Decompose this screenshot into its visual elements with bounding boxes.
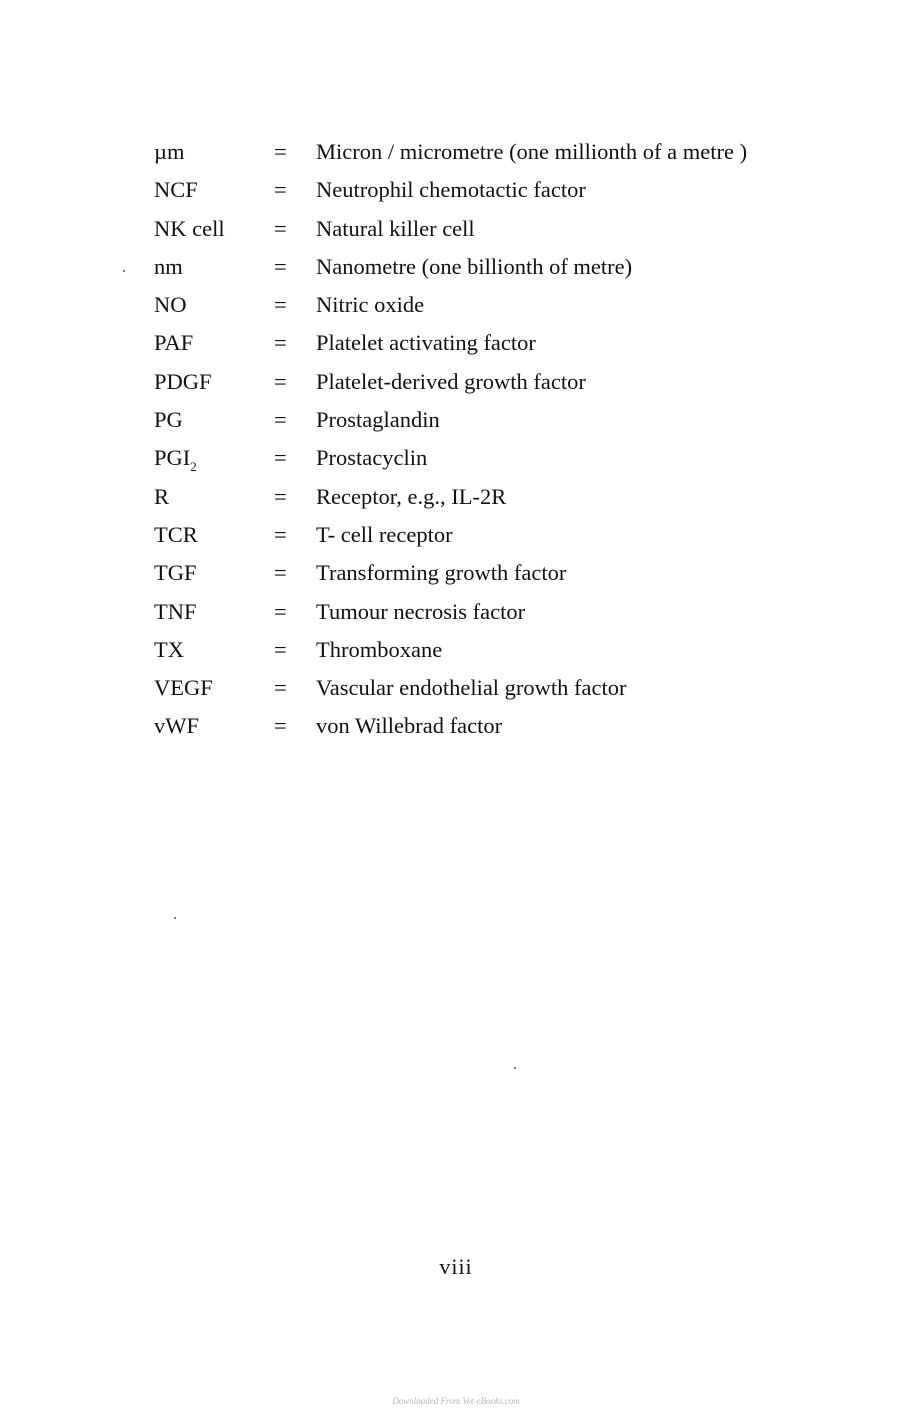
abbreviation-term: NO <box>154 292 187 318</box>
abbreviation-row <box>0 593 912 631</box>
abbreviation-row <box>0 478 912 516</box>
abbreviation-term-subscript: 2 <box>190 459 197 475</box>
footer-watermark: Downloaded From Vet-eBooks.com <box>392 1396 520 1406</box>
abbreviation-definition: Thromboxane <box>316 636 443 662</box>
abbreviation-row <box>0 248 912 286</box>
abbreviation-term: PAF <box>154 330 194 356</box>
abbreviation-row <box>0 669 912 707</box>
equals-sign: = <box>274 521 287 547</box>
abbreviation-definition: Natural killer cell <box>316 215 475 241</box>
abbreviation-definition: Platelet-derived growth factor <box>316 368 586 394</box>
abbreviation-term: TGF <box>154 560 197 586</box>
equals-sign: = <box>274 483 287 509</box>
abbreviation-definition: Nanometre (one billionth of metre) <box>316 253 633 279</box>
abbreviation-term: VEGF <box>154 675 213 701</box>
abbreviation-definition: Prostaglandin <box>316 407 440 433</box>
abbreviation-term: TCR <box>154 521 198 547</box>
equals-sign: = <box>274 407 287 433</box>
abbreviation-row <box>0 707 912 745</box>
equals-sign: = <box>274 636 287 662</box>
abbreviation-term-base: PGI <box>154 445 191 471</box>
abbreviation-definition: Tumour necrosis factor <box>316 598 526 624</box>
abbreviation-row <box>0 286 912 324</box>
abbreviation-definition: Micron / micrometre (one millionth of a metre ) <box>316 139 748 164</box>
abbreviation-row <box>0 171 912 209</box>
abbreviation-row <box>0 554 912 592</box>
abbreviation-row <box>0 516 912 554</box>
abbreviation-term: PG <box>154 407 183 433</box>
abbreviation-definition: T- cell receptor <box>316 521 453 547</box>
abbreviation-row <box>0 439 912 477</box>
abbreviation-term: vWF <box>154 713 199 739</box>
abbreviation-term: TX <box>154 636 184 662</box>
equals-sign: = <box>274 253 287 279</box>
abbreviation-definition: Vascular endothelial growth factor <box>316 675 627 701</box>
abbreviation-term: nm <box>154 253 183 279</box>
abbreviation-definition: Neutrophil chemotactic factor <box>316 177 586 203</box>
abbreviation-row <box>0 324 912 362</box>
abbreviation-definition: Receptor, e.g., IL-2R <box>316 483 507 509</box>
abbreviation-term: R <box>154 483 170 509</box>
abbreviation-term: NCF <box>154 177 198 203</box>
scan-speck <box>514 1067 516 1069</box>
abbreviation-definition: von Willebrad factor <box>316 713 503 739</box>
abbreviation-list <box>0 133 912 746</box>
equals-sign: = <box>274 675 287 701</box>
abbreviation-term: µm <box>154 139 185 164</box>
abbreviation-term <box>154 439 197 477</box>
equals-sign: = <box>274 445 287 471</box>
abbreviation-term: NK cell <box>154 215 225 241</box>
abbreviation-row <box>0 401 912 439</box>
page-number: viii <box>439 1254 473 1279</box>
equals-sign: = <box>274 330 287 356</box>
abbreviation-term: TNF <box>154 598 197 624</box>
equals-sign: = <box>274 139 287 164</box>
equals-sign: = <box>274 560 287 586</box>
abbreviation-row <box>0 133 912 171</box>
scan-speck <box>174 917 176 919</box>
abbreviation-row <box>0 210 912 248</box>
abbreviation-row <box>0 631 912 669</box>
abbreviation-definition: Nitric oxide <box>316 292 425 318</box>
equals-sign: = <box>274 368 287 394</box>
abbreviation-definition: Transforming growth factor <box>316 560 567 586</box>
equals-sign: = <box>274 598 287 624</box>
equals-sign: = <box>274 177 287 203</box>
scan-speck <box>123 270 125 272</box>
equals-sign: = <box>274 713 287 739</box>
equals-sign: = <box>274 215 287 241</box>
equals-sign: = <box>274 292 287 318</box>
abbreviation-term: PDGF <box>154 368 212 394</box>
abbreviation-row <box>0 363 912 401</box>
abbreviation-definition: Platelet activating factor <box>316 330 536 356</box>
abbreviation-definition: Prostacyclin <box>316 445 428 471</box>
